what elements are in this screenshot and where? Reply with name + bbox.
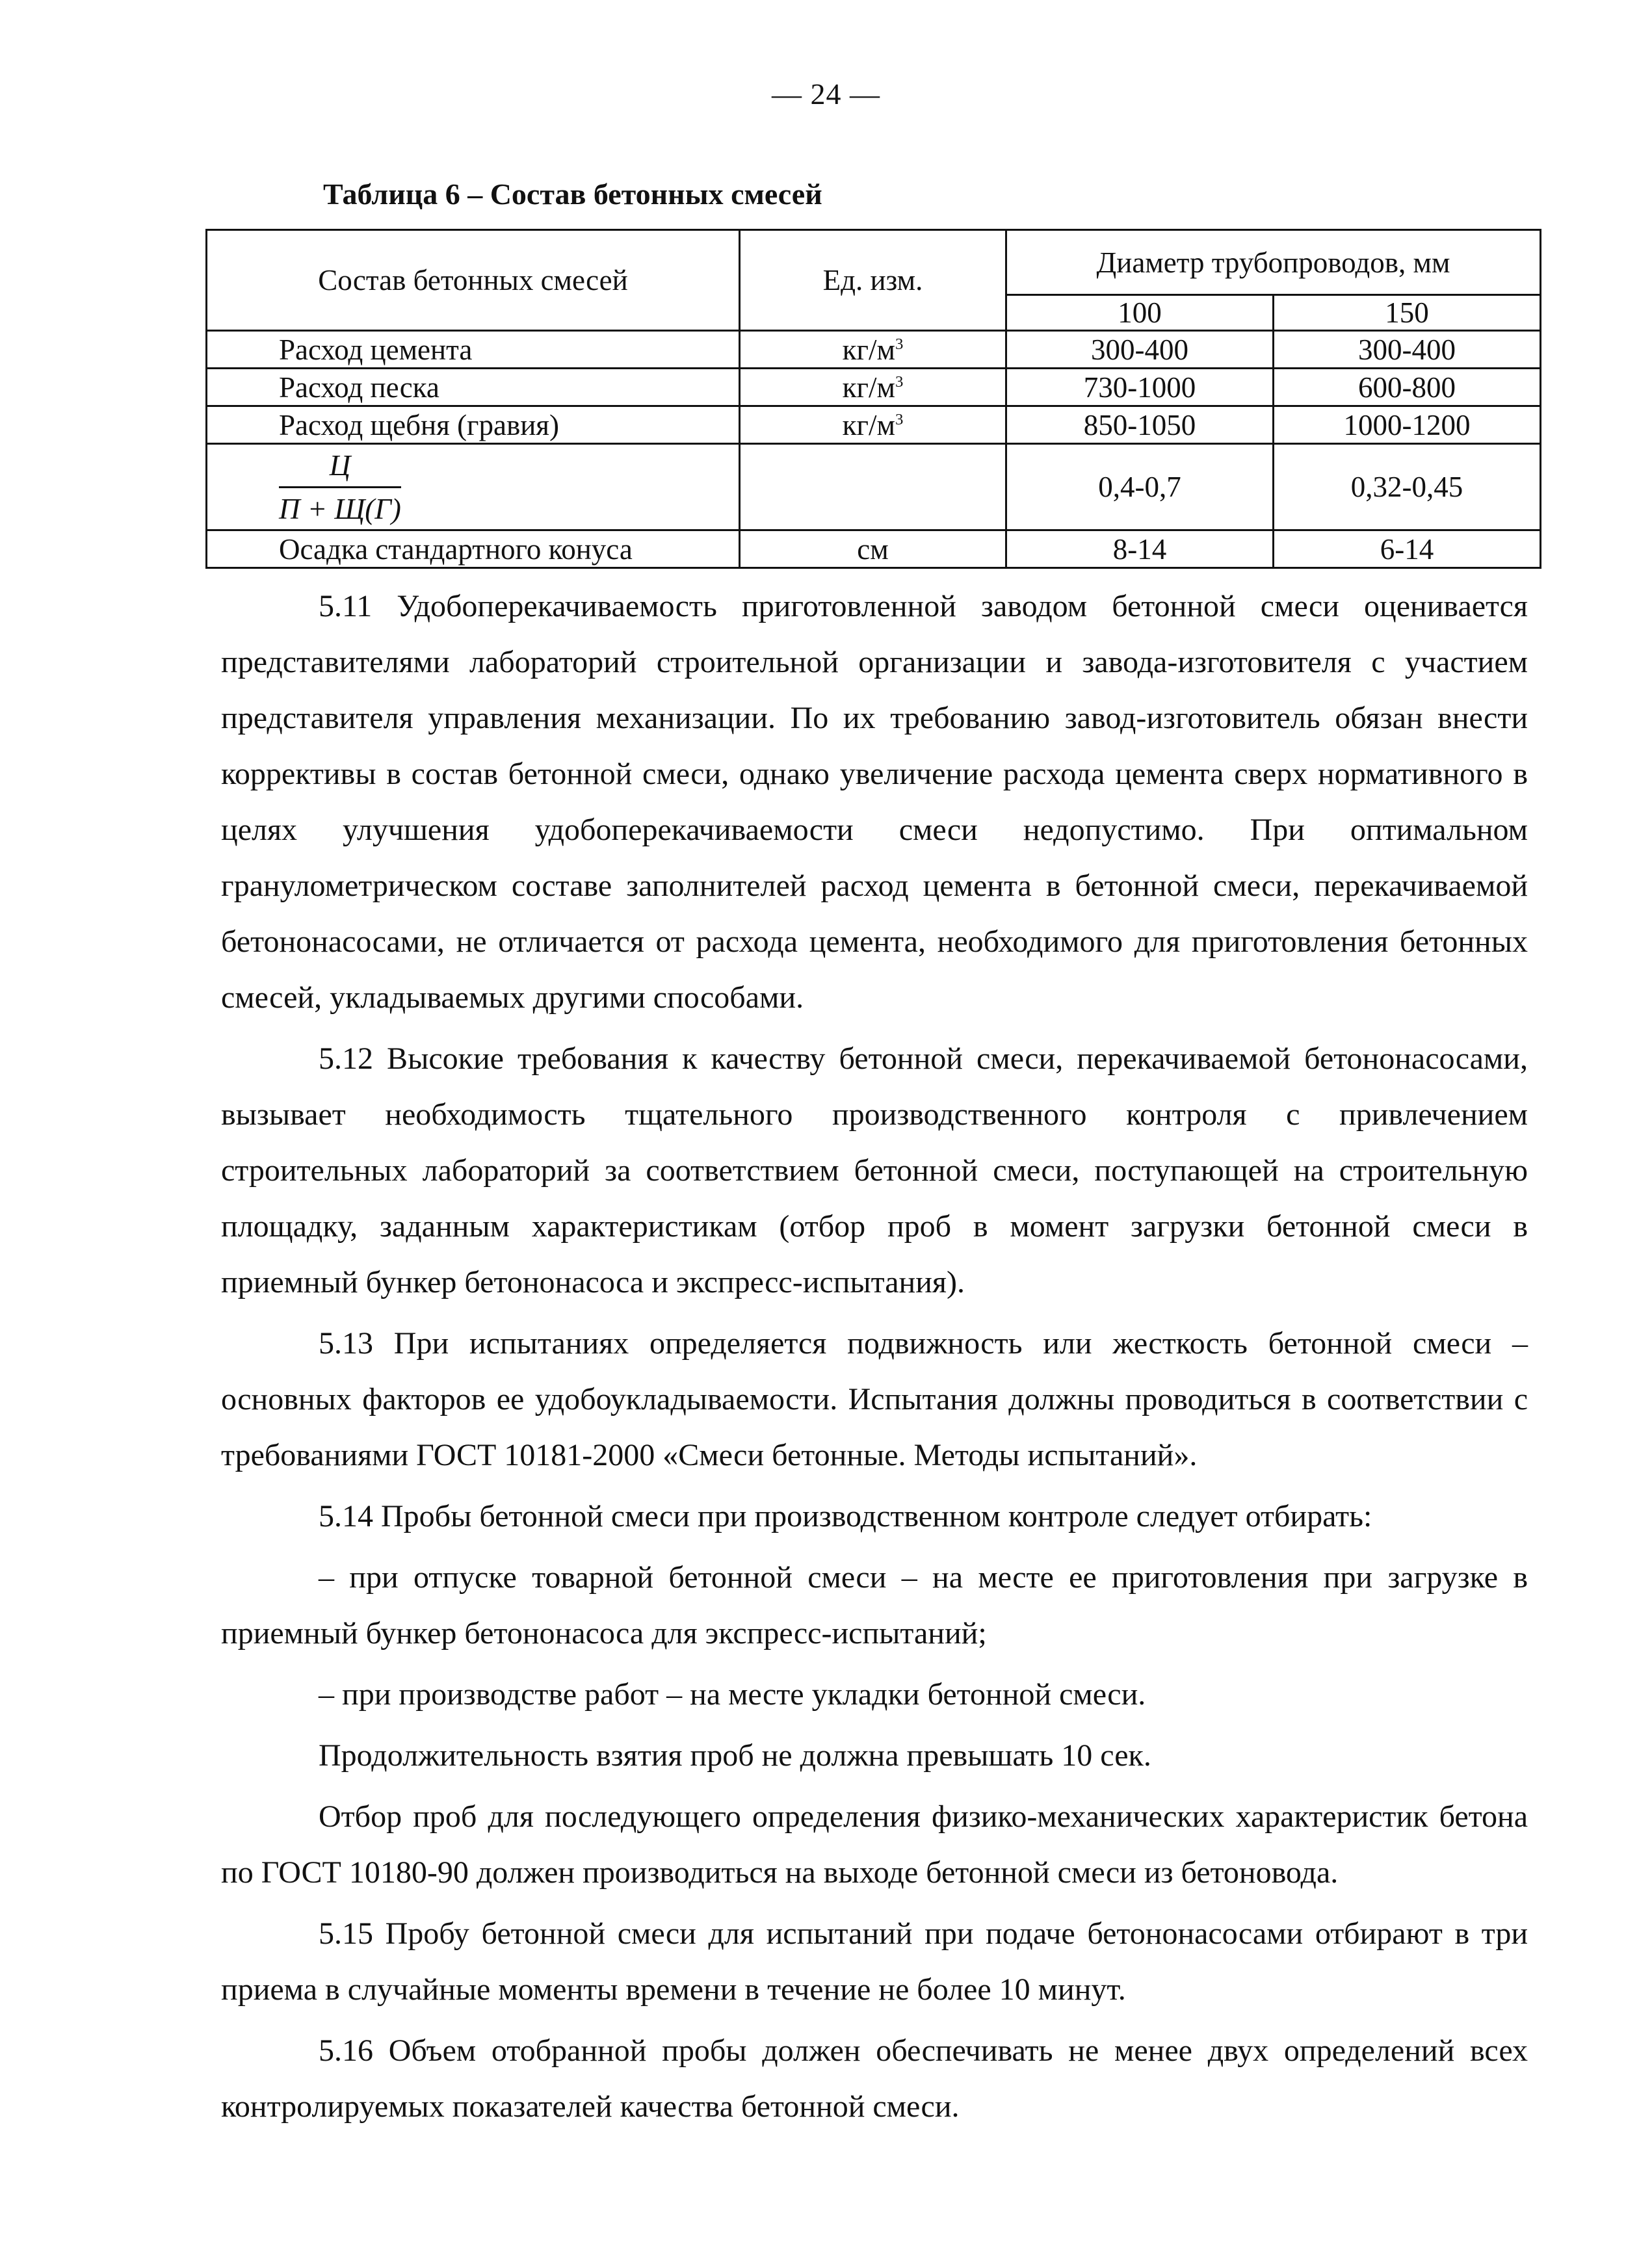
- header-composition: Состав бетонных смесей: [207, 230, 740, 331]
- row-value-100: 8-14: [1006, 530, 1274, 568]
- row-value-150: 0,32-0,45: [1274, 444, 1541, 530]
- row-value-150: 300-400: [1274, 331, 1541, 369]
- row-value-100: 300-400: [1006, 331, 1274, 369]
- table-row: [207, 530, 1541, 568]
- table-row: [207, 406, 1541, 444]
- table-caption: Таблица 6 – Состав бетонных смесей: [323, 177, 822, 211]
- row-value-150: 1000-1200: [1274, 406, 1541, 444]
- row-unit: [740, 444, 1006, 530]
- paragraph-duration: Продолжительность взятия проб не должна превышать 10 сек.: [319, 1738, 1151, 1773]
- header-unit: Ед. изм.: [740, 230, 1006, 331]
- ratio-denominator: П + Щ(Г): [279, 492, 401, 525]
- row-unit: $кг/м^3$: [740, 331, 1006, 369]
- concrete-mix-table: [205, 229, 1541, 569]
- paragraph-5-11: 5.11 Удобоперекачиваемость приготовленной заводом бетонной смеси оценивается представителями лабораторий строительной организации и завода-изготовителя с участием представителя управления механизации. По их требованию завод-изготовитель обязан внести коррективы в состав бетонной смеси, однако увеличение расхода цемента сверх нормативного в целях улучшения удобоперекачиваемости смеси недопустимо. При оптимальном гранулометрическом составе заполнителей расход цемента в бетонной смеси, перекачиваемой бетононасосами, не отличается от расхода цемента, необходимого для приготовления бетонных смесей, укладываемых другими способами.: [221, 589, 1528, 1015]
- row-name: Осадка стандартного конуса: [207, 530, 740, 568]
- paragraph-5-15: 5.15 Пробу бетонной смеси для испытаний при подаче бетононасосами отбирают в три приема в случайные моменты времени в течение не более 10 минут.: [221, 1916, 1528, 2007]
- row-unit: см: [740, 530, 1006, 568]
- row-name: Расход цемента: [207, 331, 740, 369]
- paragraph-5-13: 5.13 При испытаниях определяется подвижность или жесткость бетонной смеси – основных факторов ее удобоукладываемости. Испытания должны проводиться в соответствии с требованиями ГОСТ 10181-2000 «Смеси бетонные. Методы испытаний».: [221, 1326, 1528, 1472]
- header-diameter-100: 100: [1006, 295, 1274, 331]
- row-name: Расход щебня (гравия): [207, 406, 740, 444]
- ratio-formula: [207, 444, 740, 530]
- row-value-100: 730-1000: [1006, 369, 1274, 406]
- row-value-100: 850-1050: [1006, 406, 1274, 444]
- list-item-release: – при отпуске товарной бетонной смеси – на месте ее приготовления при загрузке в приемный бункер бетононасоса для экспресс-испытаний;: [221, 1560, 1528, 1650]
- header-pipe-diameter: Диаметр трубопроводов, мм: [1006, 230, 1541, 295]
- list-item-work: – при производстве работ – на месте укладки бетонной смеси.: [319, 1677, 1146, 1712]
- table-row: [207, 444, 1541, 530]
- table-row: [207, 369, 1541, 406]
- row-value-150: 6-14: [1274, 530, 1541, 568]
- row-unit: $кг/м^3$: [740, 406, 1006, 444]
- paragraph-5-14: 5.14 Пробы бетонной смеси при производственном контроле следует отбирать:: [319, 1499, 1372, 1533]
- ratio-numerator: Ц: [279, 447, 401, 488]
- row-value-100: 0,4-0,7: [1006, 444, 1274, 530]
- paragraph-5-12: 5.12 Высокие требования к качеству бетонной смеси, перекачиваемой бетононасосами, вызывает необходимость тщательного производственного контроля с привлечением строительных лабораторий за соответствием бетонной смеси, поступающей на строительную площадку, заданным характеристикам (отбор проб в момент загрузки бетонной смеси в приемный бункер бетононасоса и экспресс-испытания).: [221, 1041, 1528, 1299]
- row-unit: $кг/м^3$: [740, 369, 1006, 406]
- paragraph-sampling: Отбор проб для последующего определения физико-механических характеристик бетона по ГОСТ 10180-90 должен производиться на выходе бетонной смеси из бетоновода.: [221, 1799, 1528, 1890]
- table-row: [207, 331, 1541, 369]
- row-value-150: 600-800: [1274, 369, 1541, 406]
- paragraph-5-16: 5.16 Объем отобранной пробы должен обеспечивать не менее двух определений всех контролируемых показателей качества бетонной смеси.: [221, 2033, 1528, 2124]
- row-name: Расход песка: [207, 369, 740, 406]
- page-number: — 24 —: [772, 77, 880, 111]
- body-text: [221, 579, 1528, 2140]
- header-diameter-150: 150: [1274, 295, 1541, 331]
